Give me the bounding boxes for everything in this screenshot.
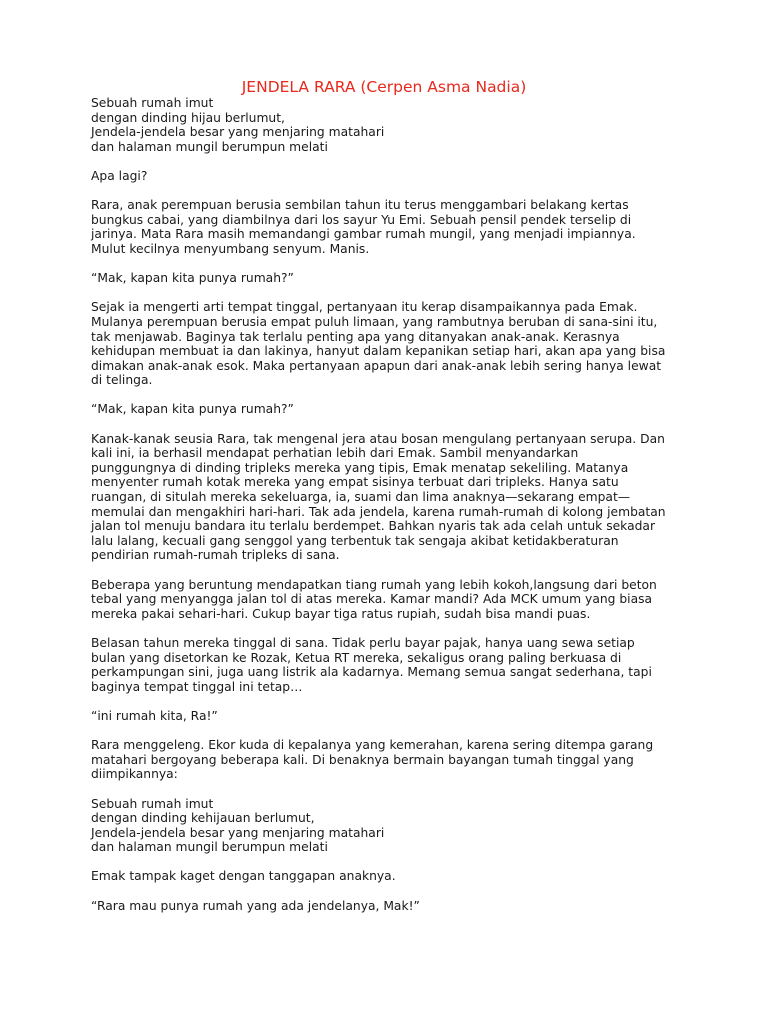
text-line: Sejak ia mengerti arti tempat tinggal, pertanyaan itu kerap disampaikannya pada Emak. bbox=[91, 300, 638, 315]
text-line: baginya tempat tinggal ini tetap… bbox=[91, 679, 303, 694]
text-line: Apa lagi? bbox=[91, 168, 148, 183]
document-body bbox=[91, 96, 691, 928]
paragraph bbox=[91, 169, 691, 184]
text-line: di telinga. bbox=[91, 373, 153, 388]
text-line: Kanak-kanak seusia Rara, tak mengenal jera atau bosan mengulang pertanyaan serupa. Dan bbox=[91, 431, 665, 446]
text-line: dimakan anak-anak esok. Maka pertanyaan apapun dari anak-anak lebih sering hanya lewat bbox=[91, 358, 662, 373]
paragraph bbox=[91, 96, 691, 154]
text-line: Rara menggeleng. Ekor kuda di kepalanya yang kemerahan, karena sering ditempa garang bbox=[91, 738, 654, 753]
text-line: ruangan, di situlah mereka sekeluarga, ia, suami dan lima anaknya—sekarang empat— bbox=[91, 490, 631, 505]
text-line: Beberapa yang beruntung mendapatkan tiang rumah yang lebih kokoh,langsung dari beton bbox=[91, 577, 657, 592]
text-line: “Mak, kapan kita punya rumah?” bbox=[91, 271, 294, 286]
text-line: memulai dan mengakhiri hari-hari. Tak ada jendela, karena rumah-rumah di kolong jembatan bbox=[91, 504, 666, 519]
text-line: mereka pakai sehari-hari. Cukup bayar tiga ratus rupiah, sudah bisa mandi puas. bbox=[91, 606, 591, 621]
paragraph bbox=[91, 709, 691, 724]
text-line: Belasan tahun mereka tinggal di sana. Tidak perlu bayar pajak, hanya uang sewa setiap bbox=[91, 635, 635, 650]
text-line: diimpikannya: bbox=[91, 767, 178, 782]
paragraph bbox=[91, 402, 691, 417]
text-line: Jendela-jendela besar yang menjaring matahari bbox=[91, 125, 385, 140]
paragraph bbox=[91, 797, 691, 855]
text-line: Emak tampak kaget dengan tanggapan anaknya. bbox=[91, 869, 396, 884]
paragraph bbox=[91, 869, 691, 884]
text-line: Rara, anak perempuan berusia sembilan tahun itu terus menggambari belakang kertas bbox=[91, 198, 629, 213]
text-line: Mulanya perempuan berusia empat puluh limaan, yang rambutnya beruban di sana-sini itu, bbox=[91, 314, 658, 329]
text-line: Sebuah rumah imut bbox=[91, 796, 214, 811]
text-line: bulan yang disetorkan ke Rozak, Ketua RT mereka, sekaligus orang paling berkuasa di bbox=[91, 650, 622, 665]
text-line: matahari bergoyang beberapa kali. Di benaknya bermain bayangan tumah tinggal yang bbox=[91, 752, 634, 767]
paragraph bbox=[91, 300, 691, 388]
paragraph bbox=[91, 198, 691, 256]
text-line: dengan dinding kehijauan berlumut, bbox=[91, 811, 315, 826]
paragraph bbox=[91, 578, 691, 622]
text-line: jarinya. Mata Rara masih memandangi gambar rumah mungil, yang menjadi impiannya. bbox=[91, 227, 636, 242]
text-line: tak menjawab. Baginya tak terlalu penting apa yang ditanyakan anak-anak. Kerasnya bbox=[91, 329, 620, 344]
text-line: dan halaman mungil berumpun melati bbox=[91, 139, 328, 154]
text-line: lalu lalang, kecuali gang senggol yang terbentuk tak sengaja akibat ketidakberaturan bbox=[91, 533, 619, 548]
paragraph bbox=[91, 432, 691, 563]
text-line: Mulut kecilnya menyumbang senyum. Manis. bbox=[91, 241, 370, 256]
text-line: “ini rumah kita, Ra!” bbox=[91, 708, 218, 723]
text-line: punggungnya di dinding tripleks mereka yang tipis, Emak menatap sekeliling. Matanya bbox=[91, 460, 629, 475]
text-line: pendirian rumah-rumah tripleks di sana. bbox=[91, 548, 340, 563]
text-line: kali ini, ia berhasil mendapat perhatian lebih dari Emak. Sambil menyandarkan bbox=[91, 446, 579, 461]
text-line: jalan tol menuju bandara itu terlalu berdempet. Bahkan nyaris tak ada celah untuk sekadar bbox=[91, 519, 656, 534]
text-line: bungkus cabai, yang diambilnya dari los sayur Yu Emi. Sebuah pensil pendek terselip di bbox=[91, 212, 632, 227]
document-title: JENDELA RARA (Cerpen Asma Nadia) bbox=[241, 78, 527, 96]
text-line: perkampungan sini, juga uang listrik ala kadarnya. Memang semua sangat sederhana, tapi bbox=[91, 665, 652, 680]
paragraph bbox=[91, 271, 691, 286]
text-line: Jendela-jendela besar yang menjaring matahari bbox=[91, 825, 385, 840]
text-line: menyenter rumah kotak mereka yang empat sisinya terbuat dari tripleks. Hanya satu bbox=[91, 475, 619, 490]
text-line: kehidupan membuat ia dan lakinya, hanyut dalam kepanikan setiap hari, akan apa yang bisa bbox=[91, 344, 666, 359]
text-line: “Rara mau punya rumah yang ada jendelanya, Mak!” bbox=[91, 898, 420, 913]
text-line: dan halaman mungil berumpun melati bbox=[91, 840, 328, 855]
text-line: dengan dinding hijau berlumut, bbox=[91, 110, 285, 125]
text-line: tebal yang menyangga jalan tol di atas mereka. Kamar mandi? Ada MCK umum yang biasa bbox=[91, 592, 653, 607]
text-line: Sebuah rumah imut bbox=[91, 96, 214, 110]
paragraph bbox=[91, 636, 691, 694]
text-line: “Mak, kapan kita punya rumah?” bbox=[91, 402, 294, 417]
paragraph bbox=[91, 738, 691, 782]
paragraph bbox=[91, 899, 691, 914]
